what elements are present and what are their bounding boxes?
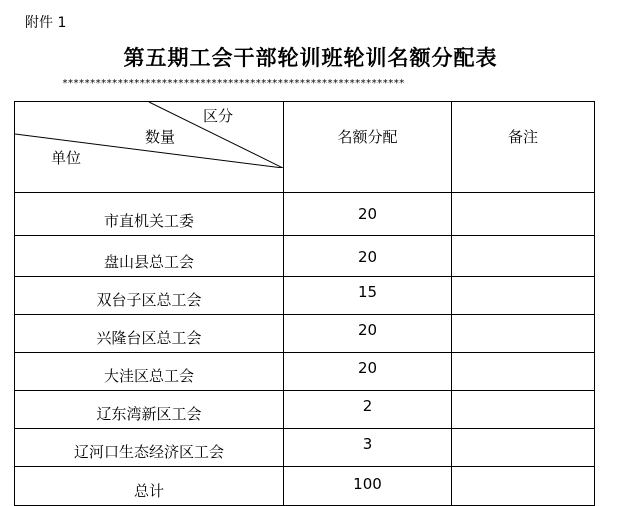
remarks-cell: [452, 353, 595, 391]
table-row: [15, 277, 595, 315]
table-row: [15, 315, 595, 353]
annex-label: 附件 1: [25, 15, 67, 31]
unit-cell: 盘山县总工会: [15, 236, 284, 277]
separator-line: **************************************************************: [62, 78, 405, 89]
unit-cell: 大洼区总工会: [15, 353, 284, 391]
remarks-cell: [452, 467, 595, 506]
quota-cell: 20: [284, 353, 452, 391]
header-remarks: 备注: [452, 102, 595, 193]
header-unit-label: 单位: [51, 149, 82, 167]
table-row: [15, 236, 595, 277]
quota-cell: 20: [284, 193, 452, 236]
quota-cell: 3: [284, 429, 452, 467]
header-quota: 名额分配: [284, 102, 452, 193]
quota-table: [14, 101, 595, 506]
remarks-cell: [452, 315, 595, 353]
quota-cell: 20: [284, 315, 452, 353]
unit-cell: 双台子区总工会: [15, 277, 284, 315]
table-row: [15, 353, 595, 391]
quota-cell: 20: [284, 236, 452, 277]
quota-cell: 15: [284, 277, 452, 315]
diagonal-header-cell: [15, 102, 284, 193]
document-title: 第五期工会干部轮训班轮训名额分配表: [123, 46, 498, 70]
total-quota-cell: 100: [284, 467, 452, 506]
table-row: [15, 391, 595, 429]
unit-cell: 兴隆台区总工会: [15, 315, 284, 353]
remarks-cell: [452, 429, 595, 467]
remarks-cell: [452, 277, 595, 315]
remarks-cell: [452, 391, 595, 429]
table-row: [15, 429, 595, 467]
unit-cell: 辽河口生态经济区工会: [15, 429, 284, 467]
table-header-row: [15, 102, 595, 193]
table-row: [15, 193, 595, 236]
total-label-cell: 总计: [15, 467, 284, 506]
remarks-cell: [452, 193, 595, 236]
header-category-label: 区分: [203, 107, 234, 125]
unit-cell: 辽东湾新区工会: [15, 391, 284, 429]
table-total-row: [15, 467, 595, 506]
unit-cell: 市直机关工委: [15, 193, 284, 236]
header-quantity-label: 数量: [145, 128, 176, 146]
remarks-cell: [452, 236, 595, 277]
quota-cell: 2: [284, 391, 452, 429]
